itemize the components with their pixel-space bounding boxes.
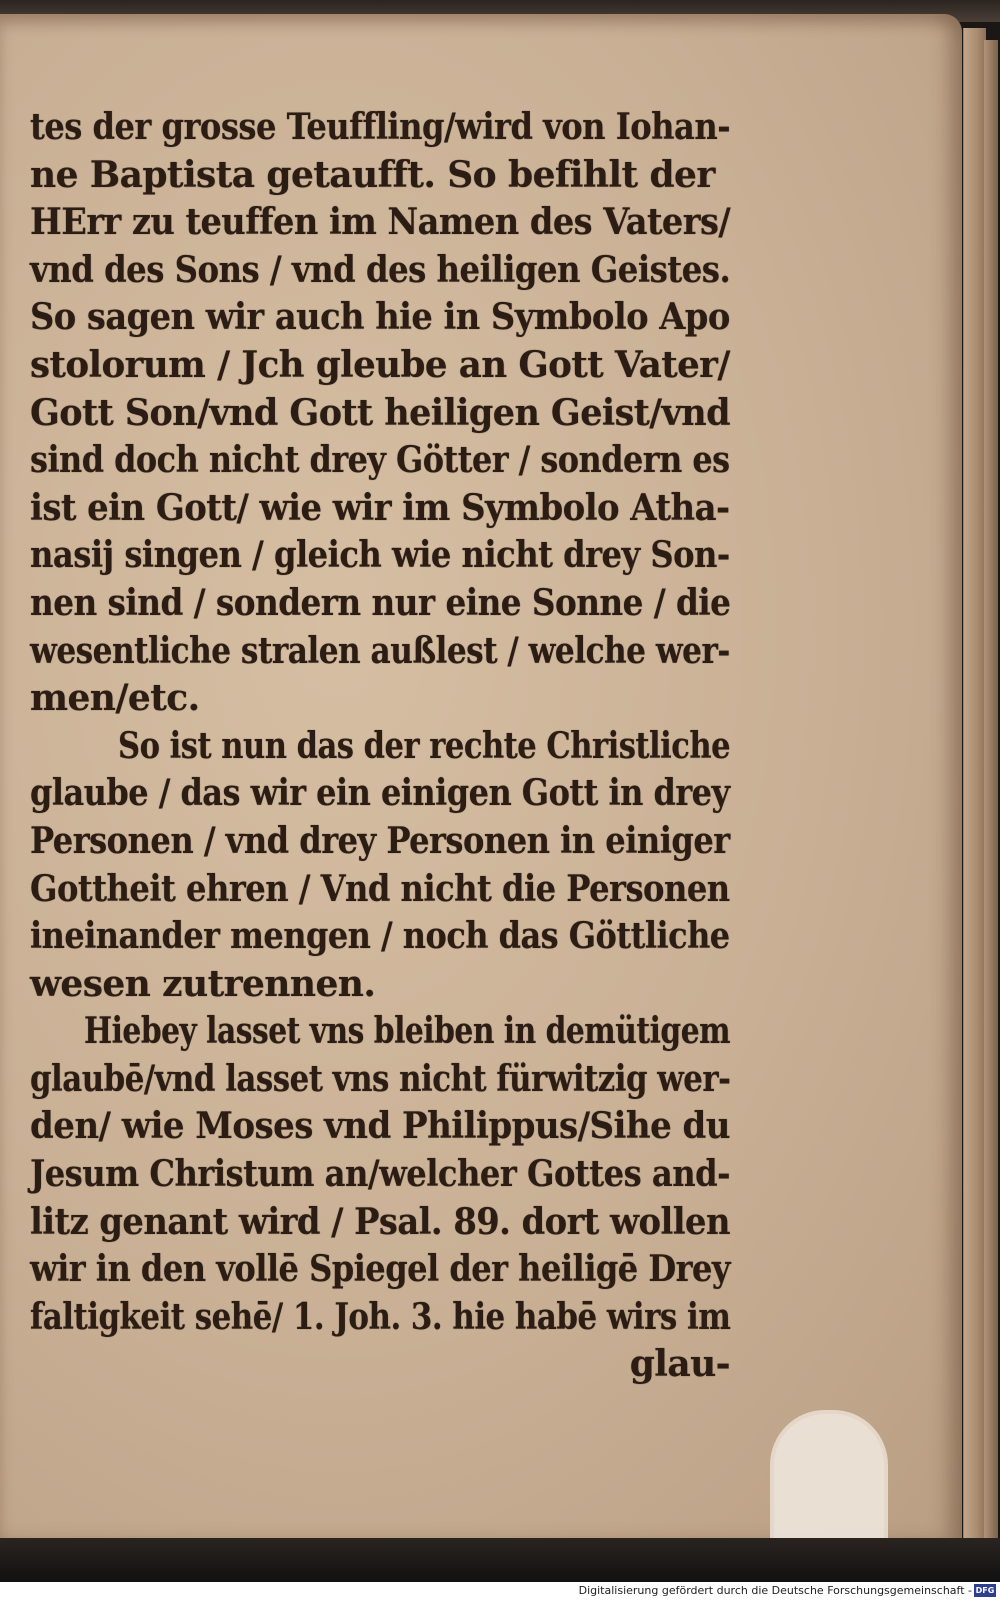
page-tab-mark xyxy=(770,1410,888,1544)
text-line: wesentliche stralen außlest / welche wer- xyxy=(30,629,730,672)
text-line: Jesum Christum an/welcher Gottes and- xyxy=(30,1153,730,1196)
text-line: stolorum / Jch gleube an Gott Vater/ xyxy=(30,343,730,386)
text-line: Gottheit ehren / Vnd nicht die Personen xyxy=(30,867,730,910)
text-line: ne Baptista getaufft. So befihlt der xyxy=(30,153,715,196)
text-line: glaubē/vnd lasset vns nicht fürwitzig wer- xyxy=(30,1057,731,1100)
text-line: Personen / vnd drey Personen in einiger xyxy=(30,819,730,862)
text-line: litz genant wird / Psal. 89. dort wollen xyxy=(30,1200,730,1243)
funding-credit: Digitalisierung gefördert durch die Deutsche Forschungsgemeinschaft - xyxy=(578,1584,972,1597)
text-line: ist ein Gott/ wie wir im Symbolo Atha- xyxy=(30,486,730,529)
page-edge-outer xyxy=(984,40,998,1540)
text-line: den/ wie Moses vnd Philippus/Sihe du xyxy=(30,1105,730,1148)
text-line: tes der grosse Teuffling/wird von Iohan- xyxy=(30,106,731,148)
text-line: faltigkeit sehē/ 1. Joh. 3. hie habē wirs im xyxy=(30,1295,731,1338)
text-line: Gott Son/vnd Gott heiligen Geist/vnd xyxy=(30,391,730,434)
text-line: glaube / das wir ein einigen Gott in drey xyxy=(30,772,730,815)
text-line: vnd des Sons / vnd des heiligen Geistes. xyxy=(30,248,731,291)
catchword: glau- xyxy=(629,1343,730,1386)
text-line: nasij singen / gleich wie nicht drey Son- xyxy=(30,534,730,577)
text-line: ineinander mengen / noch das Göttliche xyxy=(30,915,730,958)
text-line: So ist nun das der rechte Christliche xyxy=(118,724,731,767)
text-line: Hiebey lasset vns bleiben in demütigem xyxy=(84,1010,731,1053)
text-line: men/etc. xyxy=(30,677,200,720)
page-edge xyxy=(963,28,986,1540)
text-line: wesen zutrennen. xyxy=(30,962,376,1005)
text-line: sind doch nicht drey Götter / sondern es xyxy=(30,439,730,482)
bottom-edge xyxy=(0,1538,1000,1582)
text-line: wir in den vollē Spiegel der heiligē Drey xyxy=(30,1248,731,1291)
text-line: HErr zu teuffen im Namen des Vaters/ xyxy=(30,201,731,244)
text-line: So sagen wir auch hie in Symbolo Apo xyxy=(30,296,730,339)
text-line: nen sind / sondern nur eine Sonne / die xyxy=(30,581,731,624)
dfg-logo: DFG xyxy=(975,1586,995,1595)
page-text xyxy=(30,104,730,1389)
